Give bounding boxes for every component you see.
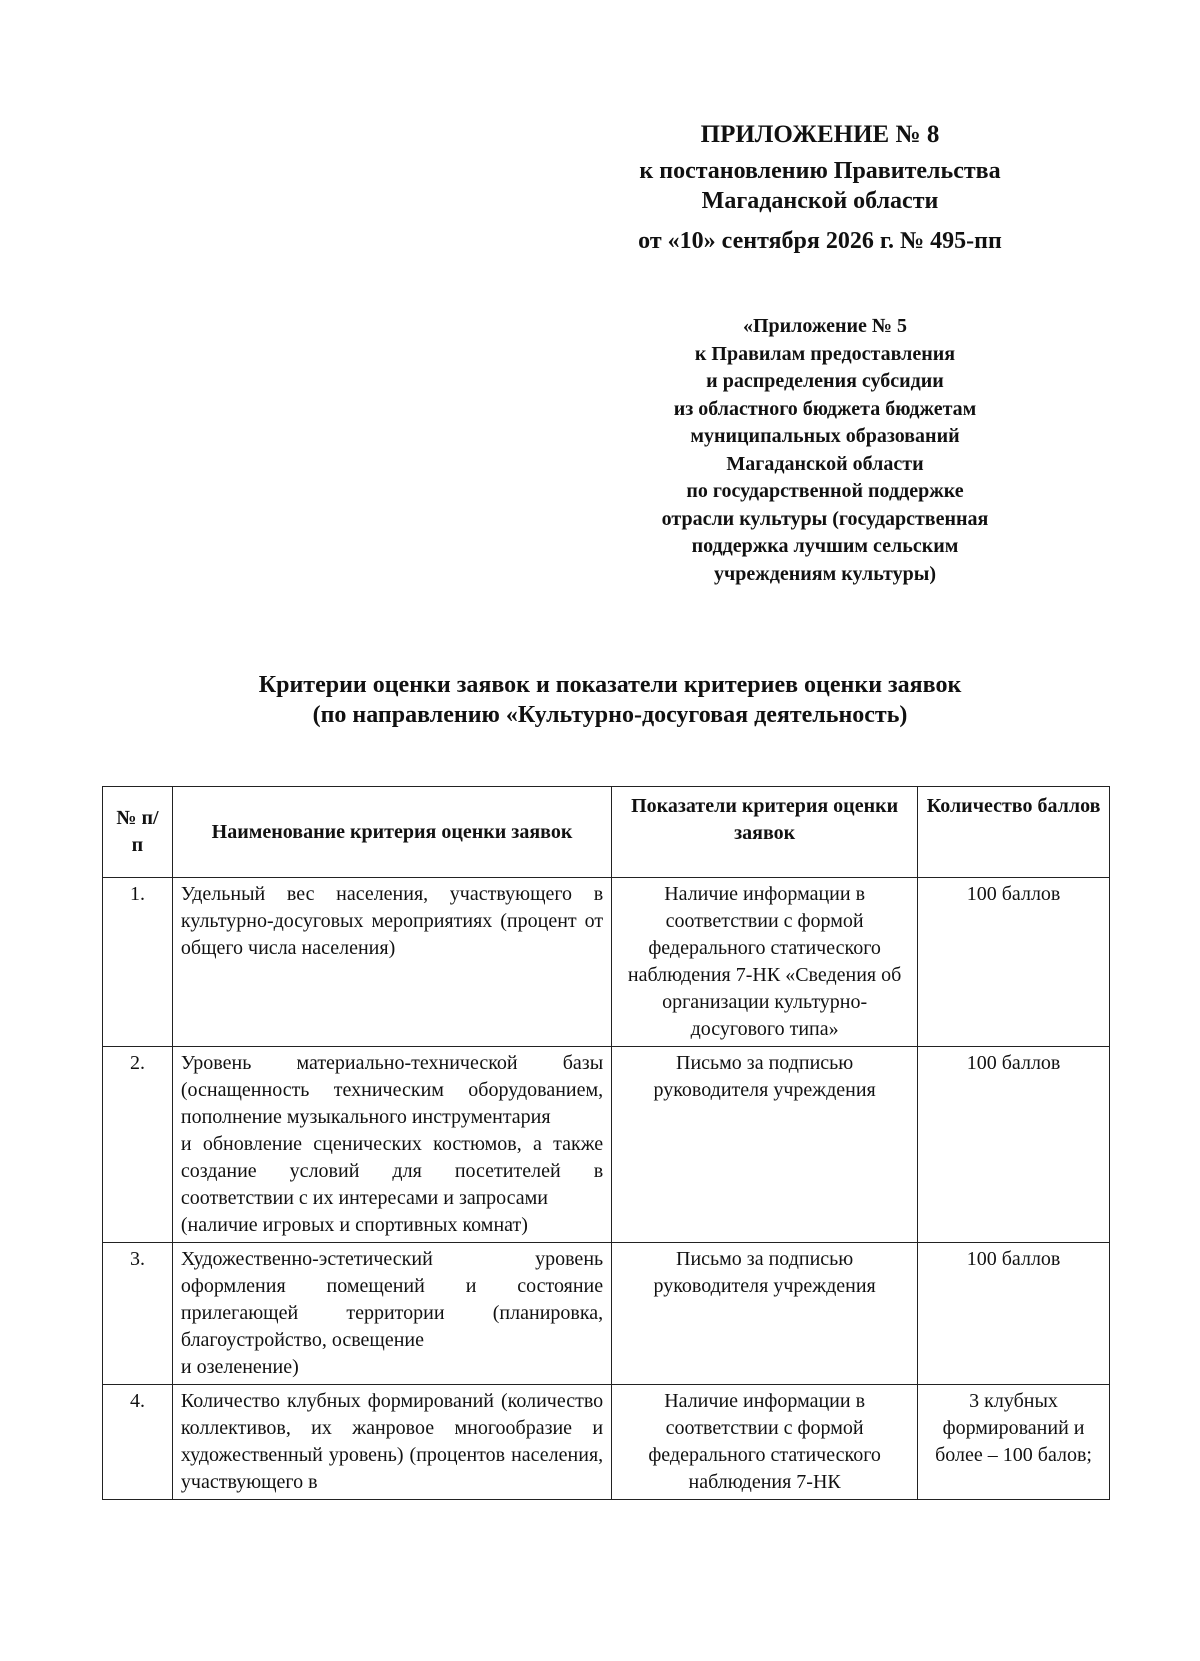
rules-line: муниципальных образований	[690, 425, 960, 447]
table-row	[103, 1385, 1110, 1500]
rules-line: к Правилам предоставления	[694, 342, 956, 365]
header-indicator: Показатели критерия оценки заявок	[612, 787, 918, 878]
rules-line: «Приложение № 5	[742, 315, 908, 337]
header-number: № п/п	[103, 787, 173, 878]
header-score: Количество баллов	[918, 787, 1110, 878]
criterion-name: Количество клубных формирований (количество коллективов, их жанровое многообразие и художественный уровень) (процентов населения, участвующего в	[172, 1385, 611, 1500]
criterion-score: 100 баллов	[918, 878, 1110, 1047]
rules-line: из областного бюджета бюджетам	[673, 397, 977, 420]
criterion-indicator: Письмо за подписью руководителя учреждения	[612, 1047, 918, 1243]
row-number: 1.	[103, 878, 173, 1047]
criterion-indicator: Наличие информации в соответствии с формой федерального статического наблюдения 7-НК «Сведения об организации культурно-досугового типа»	[612, 878, 918, 1047]
rules-line: по государственной поддержке	[686, 480, 964, 502]
criterion-score: 3 клубных формирований и более – 100 балов;	[918, 1385, 1110, 1500]
table-row	[103, 1243, 1110, 1385]
criterion-name: Художественно-эстетический уровень оформления помещений и состояние прилегающей территории (планировка, благоустройство, освещение и озеленение)	[172, 1243, 611, 1385]
document-title-line-1: Критерии оценки заявок и показатели критериев оценки заявок	[258, 672, 962, 698]
decree-reference	[560, 156, 1080, 216]
document-title	[130, 670, 1090, 730]
criterion-name: Уровень материально-технической базы (оснащенность техническим оборудованием, пополнение музыкального инструментария и обновление сценических костюмов, а также создание условий для посетителей в соответствии с их интересами и запросами (наличие игровых и спортивных комнат)	[172, 1047, 611, 1243]
rules-line: и распределения субсидии	[706, 370, 944, 392]
row-number: 3.	[103, 1243, 173, 1385]
criterion-name: Удельный вес населения, участвующего в культурно-досуговых мероприятиях (процент от общего числа населения)	[172, 878, 611, 1047]
criterion-score: 100 баллов	[918, 1047, 1110, 1243]
rules-line: отрасли культуры (государственная	[661, 507, 989, 530]
table-header-row	[103, 787, 1110, 878]
decree-line-1: к постановлению Правительства	[639, 158, 1001, 184]
rules-reference	[580, 313, 1070, 588]
table-row	[103, 1047, 1110, 1243]
criterion-indicator: Наличие информации в соответствии с формой федерального статического наблюдения 7-НК	[612, 1385, 918, 1500]
rules-line: учреждениям культуры)	[713, 562, 936, 585]
row-number: 2.	[103, 1047, 173, 1243]
criteria-table	[102, 786, 1110, 1500]
document-title-line-2: (по направлению «Культурно-досуговая деятельность)	[312, 702, 908, 728]
criterion-indicator: Письмо за подписью руководителя учреждения	[612, 1243, 918, 1385]
rules-line: поддержка лучшим сельским	[691, 535, 959, 557]
row-number: 4.	[103, 1385, 173, 1500]
appendix-title: ПРИЛОЖЕНИЕ № 8	[700, 121, 940, 148]
decree-date: от «10» сентября 2026 г. № 495-пп	[638, 228, 1002, 254]
header-criterion-name: Наименование критерия оценки заявок	[172, 787, 611, 878]
criterion-score: 100 баллов	[918, 1243, 1110, 1385]
table-row	[103, 878, 1110, 1047]
decree-line-2: Магаданской области	[701, 188, 939, 214]
rules-line: Магаданской области	[726, 452, 924, 475]
